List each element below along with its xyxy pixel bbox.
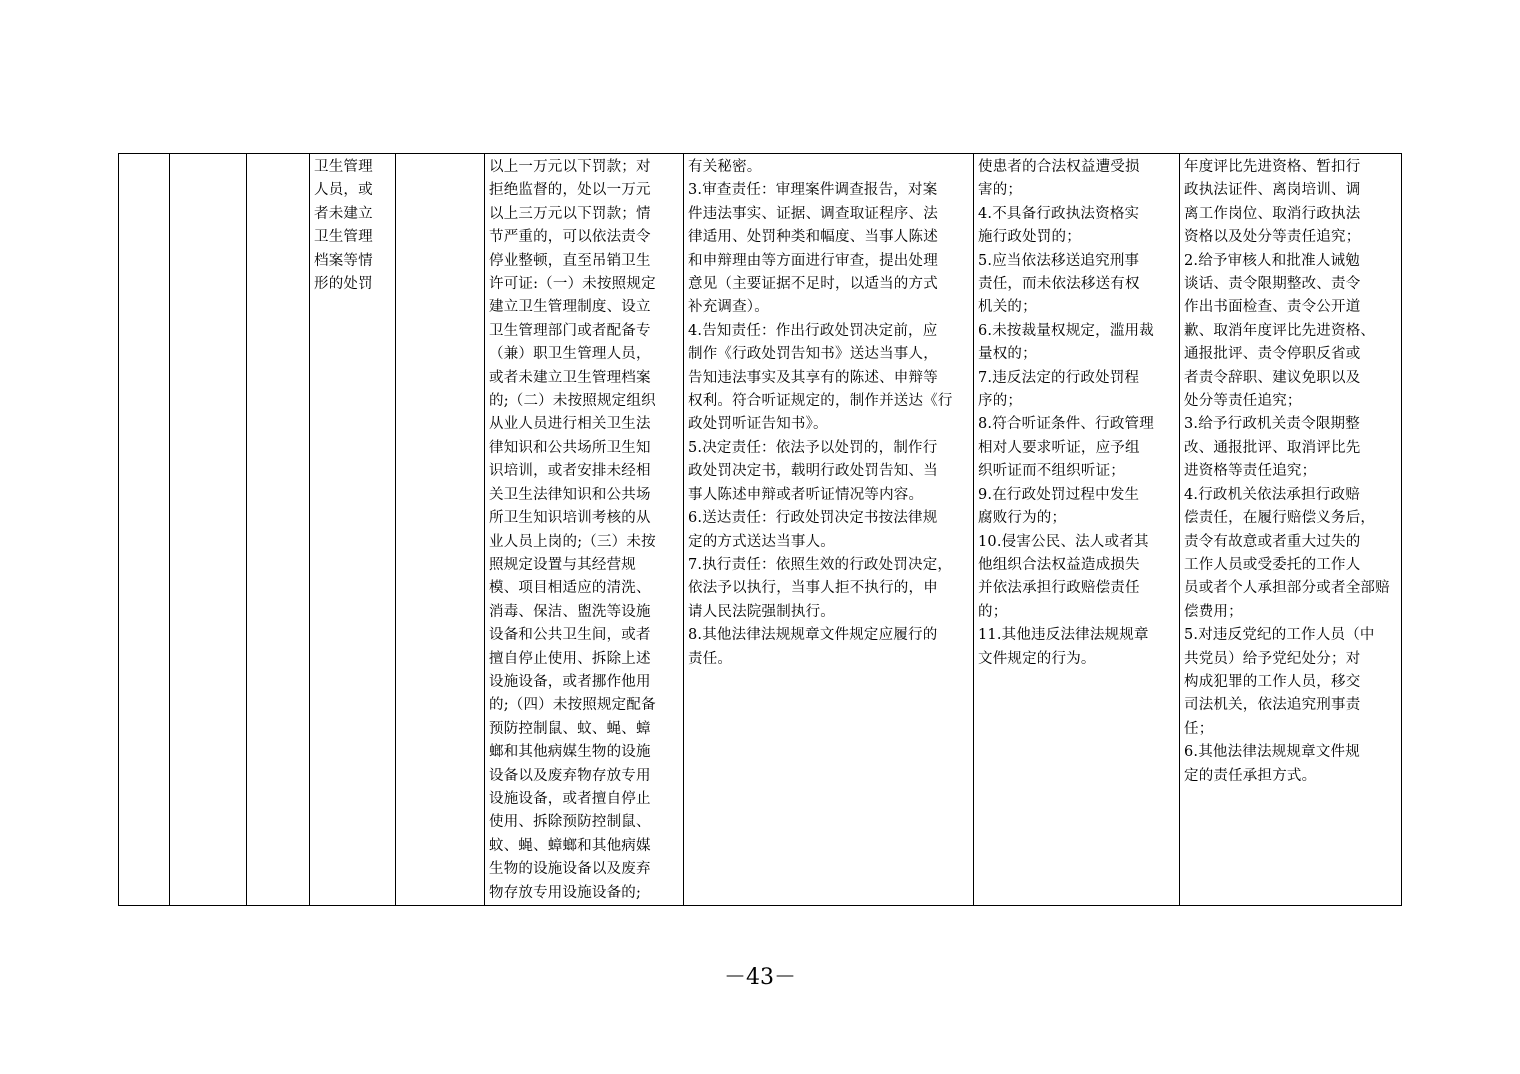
cell-accountability-methods (1180, 154, 1402, 906)
cell-text-line: 识培训，或者安排未经相 (489, 463, 651, 480)
responsibility-table (118, 153, 1402, 906)
cell-text-line: 4.行政机关依法承担行政赔 (1184, 486, 1360, 503)
cell-text-line: 进资格等责任追究； (1184, 463, 1317, 480)
cell-text-line: 档案等情 (314, 252, 373, 269)
cell-text-line: 告知违法事实及其享有的陈述、申辩等 (688, 369, 938, 386)
cell-text-line: 他组织合法权益造成损失 (978, 556, 1140, 573)
cell-text-line: 7.执行责任：依照生效的行政处罚决定， (688, 556, 953, 573)
cell-text-line: 停业整顿，直至吊销卫生 (489, 252, 651, 269)
cell-text-line: 以上三万元以下罚款；情 (489, 205, 651, 222)
cell-text-line: 卫生管理部门或者配备专 (489, 322, 651, 339)
cell-text-line: 依法予以执行，当事人拒不执行的，申 (688, 580, 938, 597)
cell-text-line: 构成犯罪的工作人员，移交 (1184, 673, 1361, 690)
cell-text-line: 作出书面检查、责令公开道 (1184, 299, 1361, 316)
cell-text-line: 设施设备，或者挪作他用 (489, 673, 651, 690)
cell-text-line: 制作《行政处罚告知书》送达当事人， (688, 346, 938, 363)
cell-text-line: 责任。 (688, 650, 733, 667)
cell-text-line: 从业人员进行相关卫生法 (489, 416, 651, 433)
cell-text-line: 请人民法院强制执行。 (688, 603, 835, 620)
cell-text-line: 建立卫生管理制度、设立 (489, 299, 651, 316)
cell-text-line: 形的处罚 (314, 276, 373, 293)
cell-text-line: 设施设备，或者擅自停止 (489, 790, 651, 807)
cell-text-line: 业人员上岗的;（三）未按 (489, 533, 656, 550)
cell-text-line: 3.给予行政机关责令限期整 (1184, 416, 1360, 433)
cell-text-line: 责令有故意或者重大过失的 (1184, 533, 1361, 550)
cell-text-line: 并依法承担行政赔偿责任 (978, 580, 1140, 597)
cell-text-line: 的； (978, 603, 1008, 620)
cell-text-line: 年度评比先进资格、暂扣行 (1184, 159, 1361, 175)
cell-text-line: 害的； (978, 182, 1023, 199)
cell-text-line: 律适用、处罚种类和幅度、当事人陈述 (688, 229, 938, 246)
cell-text-line: 关卫生法律知识和公共场 (489, 486, 651, 503)
cell-text-line: 律知识和公共场所卫生知 (489, 439, 651, 456)
cell-text-line: 相对人要求听证，应予组 (978, 439, 1140, 456)
cell-text-line: 许可证:（一）未按照规定 (489, 276, 656, 293)
cell-text-line: 织听证而不组织听证； (978, 463, 1125, 480)
cell-text-line: 设备和公共卫生间，或者 (489, 627, 651, 644)
cell-text-line: 8.符合听证条件、行政管理 (978, 416, 1154, 433)
cell-text-line: 补充调查）。 (688, 299, 769, 316)
cell-text-line: 9.在行政处罚过程中发生 (978, 486, 1140, 503)
cell-text-line: 改、通报批评、取消评比先 (1184, 439, 1361, 456)
cell-col-2 (170, 154, 247, 906)
cell-text-line: 蚊、蝇、蟑螂和其他病媒 (489, 837, 651, 854)
cell-text-line: 物存放专用设施设备的; (489, 884, 642, 901)
cell-accountability-cases (974, 154, 1180, 906)
cell-text-line: 定的责任承担方式。 (1184, 767, 1317, 784)
cell-text-line: 共党员）给予党纪处分；对 (1184, 650, 1361, 667)
cell-text-line: 螂和其他病媒生物的设施 (489, 744, 651, 761)
page-number: －43－ (724, 965, 796, 990)
cell-text-line: 者责令辞职、建议免职以及 (1184, 369, 1361, 386)
cell-text-line: 离工作岗位、取消行政执法 (1184, 205, 1361, 222)
cell-text-line: 权利。符合听证规定的，制作并送达《行 (688, 393, 953, 410)
cell-text-line: 10.侵害公民、法人或者其 (978, 533, 1149, 550)
cell-text-line: 2.给予审核人和批准人诫勉 (1184, 252, 1360, 269)
cell-text-line: 任； (1184, 720, 1214, 737)
cell-text-line: 卫生管理 (314, 229, 373, 246)
cell-text-line: 腐败行为的； (978, 510, 1067, 527)
cell-text-line: 序的； (978, 393, 1023, 410)
cell-text-line: 7.违反法定的行政处罚程 (978, 369, 1140, 386)
cell-text-line: 擅自停止使用、拆除上述 (489, 650, 651, 667)
cell-col-1 (119, 154, 170, 906)
cell-text-line: 以上一万元以下罚款；对 (489, 159, 651, 175)
cell-text-line: 谈话、责令限期整改、责令 (1184, 276, 1361, 293)
cell-text-line: 施行政处罚的； (978, 229, 1081, 246)
cell-text-line: 者未建立 (314, 205, 373, 222)
cell-text-line: （兼）职卫生管理人员， (489, 346, 651, 363)
cell-col-3 (247, 154, 310, 906)
cell-text-line: 5.应当依法移送追究刑事 (978, 252, 1140, 269)
cell-text-line: 设备以及废弃物存放专用 (489, 767, 651, 784)
cell-text-line: 3.审查责任：审理案件调查报告，对案 (688, 182, 938, 199)
cell-text-line: 有关秘密。 (688, 159, 762, 175)
cell-text-line: 生物的设施设备以及废弃 (489, 861, 651, 878)
cell-text-line: 预防控制鼠、蚊、蝇、蟑 (489, 720, 651, 737)
cell-text-line: 员或者个人承担部分或者全部赔 (1184, 580, 1390, 597)
cell-text-line: 拒绝监督的，处以一万元 (489, 182, 651, 199)
cell-text-line: 通报批评、责令停职反省或 (1184, 346, 1361, 363)
cell-text-line: 定的方式送达当事人。 (688, 533, 835, 550)
cell-legal-basis (485, 154, 684, 906)
cell-text-line: 6.其他法律法规规章文件规 (1184, 744, 1360, 761)
cell-text-line: 人员，或 (314, 182, 373, 199)
cell-responsibilities (684, 154, 974, 906)
cell-text-line: 工作人员或受委托的工作人 (1184, 556, 1361, 573)
cell-text-line: 使用、拆除预防控制鼠、 (489, 814, 651, 831)
cell-text-line: 事人陈述申辩或者听证情况等内容。 (688, 486, 924, 503)
cell-text-line: 节严重的，可以依法责令 (489, 229, 651, 246)
cell-text-line: 5.决定责任：依法予以处罚的，制作行 (688, 439, 938, 456)
cell-text-line: 6.送达责任：行政处罚决定书按法律规 (688, 510, 938, 527)
cell-text-line: 量权的； (978, 346, 1037, 363)
cell-text-line: 文件规定的行为。 (978, 650, 1096, 667)
cell-text-line: 4.告知责任：作出行政处罚决定前，应 (688, 322, 938, 339)
table-row (119, 154, 1402, 906)
cell-text-line: 5.对违反党纪的工作人员（中 (1184, 627, 1375, 644)
cell-text-line: 件违法事实、证据、调查取证程序、法 (688, 205, 938, 222)
cell-item-name (310, 154, 396, 906)
cell-text-line: 8.其他法律法规规章文件规定应履行的 (688, 627, 938, 644)
cell-text-line: 模、项目相适应的清洗、 (489, 580, 651, 597)
cell-text-line: 偿费用； (1184, 603, 1243, 620)
cell-text-line: 的;（二）未按照规定组织 (489, 393, 656, 410)
cell-text-line: 司法机关，依法追究刑事责 (1184, 697, 1361, 714)
cell-text-line: 照规定设置与其经营规 (489, 556, 636, 573)
cell-text-line: 处分等责任追究； (1184, 393, 1302, 410)
cell-text-line: 的;（四）未按照规定配备 (489, 697, 656, 714)
cell-text-line: 资格以及处分等责任追究； (1184, 229, 1361, 246)
cell-text-line: 意见（主要证据不足时，以适当的方式 (688, 276, 938, 293)
cell-text-line: 和申辩理由等方面进行审查，提出处理 (688, 252, 938, 269)
cell-text-line: 责任，而未依法移送有权 (978, 276, 1140, 293)
cell-text-line: 或者未建立卫生管理档案 (489, 369, 651, 386)
cell-col-5 (396, 154, 485, 906)
cell-text-line: 偿责任，在履行赔偿义务后， (1184, 510, 1376, 527)
cell-text-line: 歉、取消年度评比先进资格、 (1184, 322, 1376, 339)
cell-text-line: 所卫生知识培训考核的从 (489, 510, 651, 527)
cell-text-line: 政处罚决定书，载明行政处罚告知、当 (688, 463, 938, 480)
cell-text-line: 使患者的合法权益遭受损 (978, 159, 1140, 175)
cell-text-line: 政处罚听证告知书》。 (688, 416, 828, 433)
cell-text-line: 机关的； (978, 299, 1037, 316)
cell-text-line: 11.其他违反法律法规规章 (978, 627, 1149, 644)
cell-text-line: 消毒、保洁、盥洗等设施 (489, 603, 651, 620)
cell-text-line: 6.未按裁量权规定，滥用裁 (978, 322, 1154, 339)
cell-text-line: 4.不具备行政执法资格实 (978, 205, 1140, 222)
cell-text-line: 政执法证件、离岗培训、调 (1184, 182, 1361, 199)
cell-text-line: 卫生管理 (314, 159, 373, 175)
